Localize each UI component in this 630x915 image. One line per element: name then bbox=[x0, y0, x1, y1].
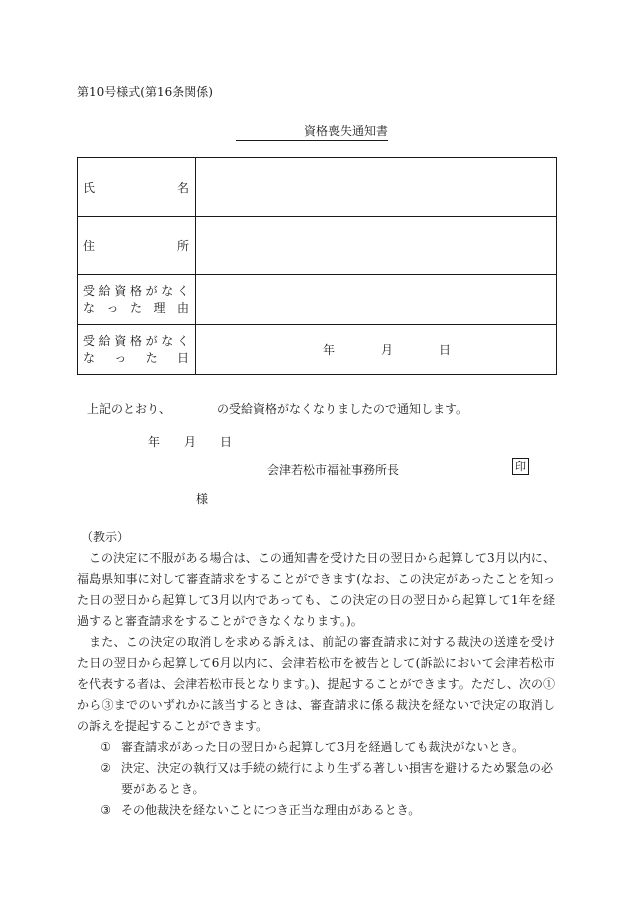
notice-prefix: 上記のとおり、 bbox=[87, 402, 172, 416]
name-label-char-2: 名 bbox=[176, 180, 189, 195]
loss-date-year-label: 年 bbox=[322, 343, 335, 357]
address-label bbox=[78, 217, 196, 275]
recipient-honorific: 様 bbox=[196, 492, 209, 506]
item-2-number: ② bbox=[100, 761, 111, 775]
address-label-char-1: 住 bbox=[83, 239, 96, 253]
name-label bbox=[78, 158, 196, 217]
item-1-number: ① bbox=[100, 740, 111, 754]
issue-date-year-label: 年 bbox=[148, 435, 161, 449]
loss-date-month-label: 月 bbox=[380, 343, 393, 357]
issue-date bbox=[148, 433, 232, 450]
document-title: 資格喪失通知書 bbox=[236, 122, 388, 141]
seal-mark: 印 bbox=[512, 458, 529, 475]
instruction-item-3 bbox=[77, 800, 555, 821]
address-label-char-2: 所 bbox=[176, 239, 189, 253]
reason-row bbox=[78, 275, 557, 325]
loss-date-value-cell[interactable] bbox=[196, 325, 557, 375]
issue-date-day-label: 日 bbox=[220, 435, 233, 449]
reason-label-line-2: な っ た 理 由 bbox=[83, 300, 189, 315]
loss-date-day-label: 日 bbox=[439, 343, 452, 357]
name-value-cell[interactable] bbox=[196, 158, 557, 217]
name-row bbox=[78, 158, 557, 217]
name-label-char-1: 氏 bbox=[83, 180, 96, 195]
recipient-info-table bbox=[77, 157, 557, 375]
instructions-heading: （教示） bbox=[81, 530, 130, 544]
instruction-item-2 bbox=[77, 758, 555, 800]
reason-value-cell[interactable] bbox=[196, 275, 557, 325]
issuer-name: 会津若松市福祉事務所長 bbox=[267, 463, 400, 477]
instructions-paragraph-1: この決定に不服がある場合は、この通知書を受けた日の翌日から起算して3月以内に、福島県知事に対して審査請求をすることができます(なお、この決定があったことを知った日の翌日から起算して3月以内であっても、この決定の日の翌日から起算して1年を経過すると審査請求をすることができなくなります。)。 bbox=[77, 551, 555, 628]
loss-date-label-line-2: な っ た 日 bbox=[83, 350, 189, 365]
item-3-text: その他裁決を経ないことにつき正当な理由があるとき。 bbox=[121, 803, 421, 817]
instructions-paragraph-2: また、この決定の取消しを求める訴えは、前記の審査請求に対する裁決の送達を受けた日の翌日から起算して6月以内に、会津若松市を被告として(訴訟において会津若松市を代表する者は、会津若松市長となります。)、提起することができます。ただし、次の①から③までのいずれかに該当するときは、審査請求に係る裁決を経ないで決定の取消しの訴えを提起することができます。 bbox=[77, 635, 555, 733]
loss-date-row bbox=[78, 325, 557, 375]
item-1-text: 審査請求があった日の翌日から起算して3月を経過しても裁決がないとき。 bbox=[121, 740, 525, 754]
item-2-text: 決定、決定の執行又は手続の続行により生ずる著しい損害を避けるため緊急の必要があるとき。 bbox=[121, 761, 554, 796]
notice-suffix: の受給資格がなくなりましたので通知します。 bbox=[217, 402, 469, 416]
appeal-instructions bbox=[77, 527, 555, 821]
loss-date-label-line-1: 受 給 資 格 が な く bbox=[83, 333, 189, 348]
reason-label bbox=[78, 275, 196, 325]
instruction-item-1 bbox=[77, 737, 555, 758]
item-3-number: ③ bbox=[100, 803, 111, 817]
reason-label-line-1: 受 給 資 格 が な く bbox=[83, 283, 189, 298]
address-value-cell[interactable] bbox=[196, 217, 557, 275]
loss-date-label bbox=[78, 325, 196, 375]
notice-sentence bbox=[87, 400, 468, 417]
form-number: 第10号様式(第16条関係) bbox=[77, 85, 213, 99]
address-row bbox=[78, 217, 557, 275]
issue-date-month-label: 月 bbox=[184, 435, 197, 449]
